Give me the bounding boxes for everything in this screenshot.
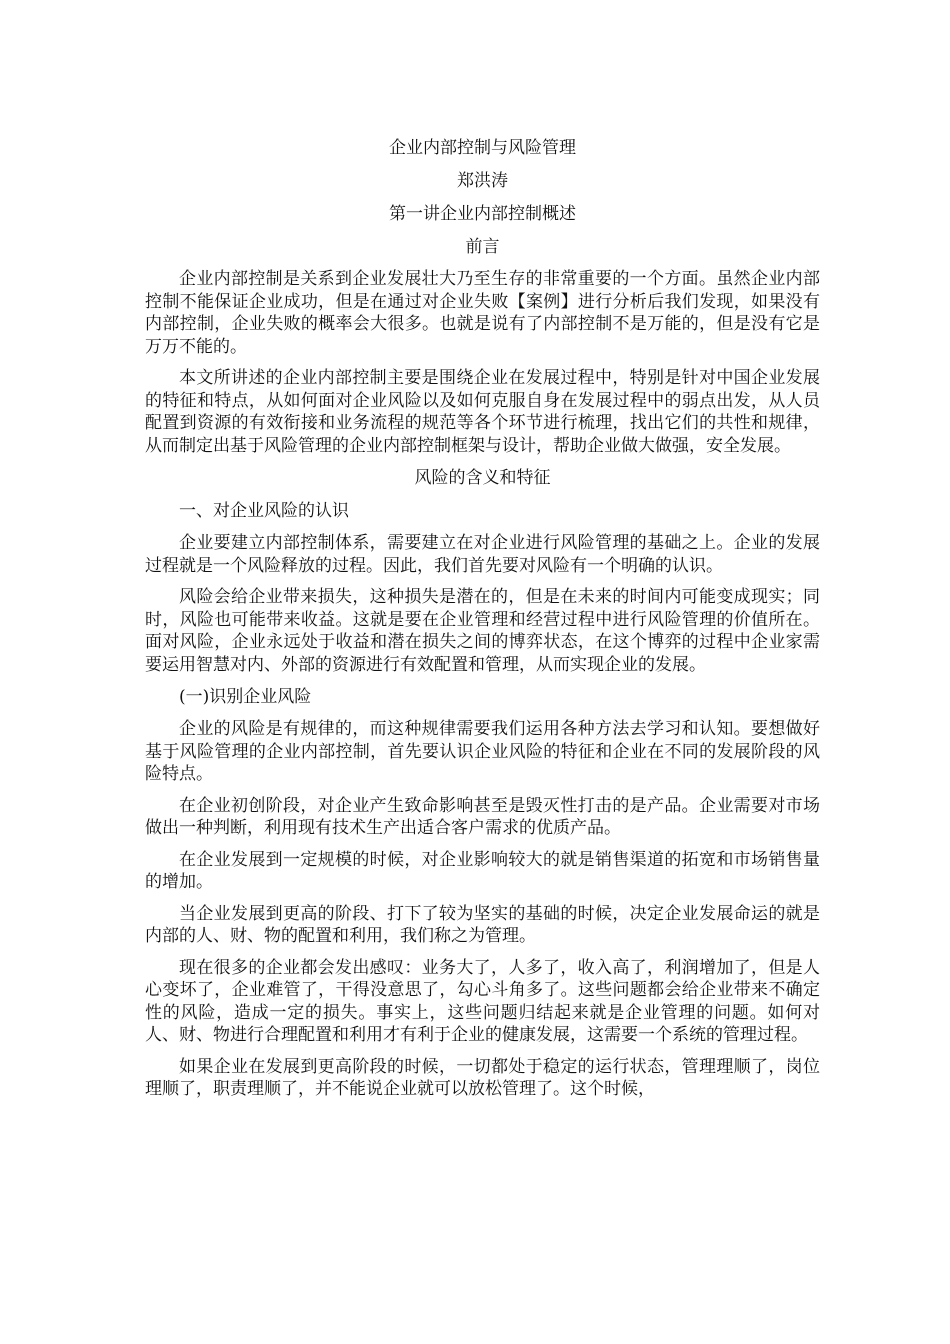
paragraph: 当企业发展到更高的阶段、打下了较为坚实的基础的时候，决定企业发展命运的就是内部的人、财、物的配置和利用，我们称之为管理。 bbox=[145, 903, 820, 946]
document-author: 郑洪涛 bbox=[457, 171, 508, 191]
paragraph: 本文所讲述的企业内部控制主要是围绕企业在发展过程中，特别是针对中国企业发展的特征和特点，从如何面对企业风险以及如何克服自身在发展过程中的弱点出发，从人员配置到资源的有效衔接和业务流程的规范等各个环节进行梳理，找出它们的共性和规律，从而制定出基于风险管理的企业内部控制框架与设计，帮助企业做大做强，安全发展。 bbox=[145, 368, 820, 456]
section-heading: 一、对企业风险的认识 bbox=[179, 501, 349, 521]
paragraph: 如果企业在发展到更高阶段的时候，一切都处于稳定的运行状态，管理理顺了，岗位理顺了，职责理顺了，并不能说企业就可以放松管理了。这个时候， bbox=[145, 1056, 820, 1099]
subsection-heading: (一)识别企业风险 bbox=[179, 687, 312, 707]
lecture-title: 第一讲企业内部控制概述 bbox=[389, 204, 576, 224]
document-title: 企业内部控制与风险管理 bbox=[389, 138, 576, 158]
paragraph: 在企业发展到一定规模的时候，对企业影响较大的就是销售渠道的拓宽和市场销售量的增加。 bbox=[145, 849, 820, 892]
paragraph: 风险会给企业带来损失，这种损失是潜在的，但是在未来的时间内可能变成现实；同时，风险也可能带来收益。这就是要在企业管理和经营过程中进行风险管理的价值所在。面对风险，企业永远处于收益和潜在损失之间的博弈状态，在这个博弈的过程中企业家需要运用智慧对内、外部的资源进行有效配置和管理，从而实现企业的发展。 bbox=[145, 587, 820, 675]
preface-title: 前言 bbox=[465, 237, 500, 257]
section-title: 风险的含义和特征 bbox=[414, 468, 551, 488]
paragraph: 企业的风险是有规律的，而这种规律需要我们运用各种方法去学习和认知。要想做好基于风险管理的企业内部控制，首先要认识企业风险的特征和企业在不同的发展阶段的风险特点。 bbox=[145, 719, 820, 784]
paragraph: 在企业初创阶段，对企业产生致命影响甚至是毁灭性打击的是产品。企业需要对市场做出一种判断，利用现有技术生产出适合客户需求的优质产品。 bbox=[145, 795, 820, 838]
paragraph: 现在很多的企业都会发出感叹：业务大了，人多了，收入高了，利润增加了，但是人心变坏了，企业难管了，干得没意思了，勾心斗角多了。这些问题都会给企业带来不确定性的风险，造成一定的损失。事实上，这些问题归结起来就是企业管理的问题。如何对人、财、物进行合理配置和利用才有利于企业的健康发展，这需要一个系统的管理过程。 bbox=[145, 957, 820, 1045]
paragraph: 企业内部控制是关系到企业发展壮大乃至生存的非常重要的一个方面。虽然企业内部控制不能保证企业成功，但是在通过对企业失败【案例】进行分析后我们发现，如果没有内部控制，企业失败的概率会大很多。也就是说有了内部控制不是万能的，但是没有它是万万不能的。 bbox=[145, 269, 820, 357]
paragraph: 企业要建立内部控制体系，需要建立在对企业进行风险管理的基础之上。企业的发展过程就是一个风险释放的过程。因此，我们首先要对风险有一个明确的认识。 bbox=[145, 533, 820, 576]
document-body bbox=[145, 136, 820, 1110]
